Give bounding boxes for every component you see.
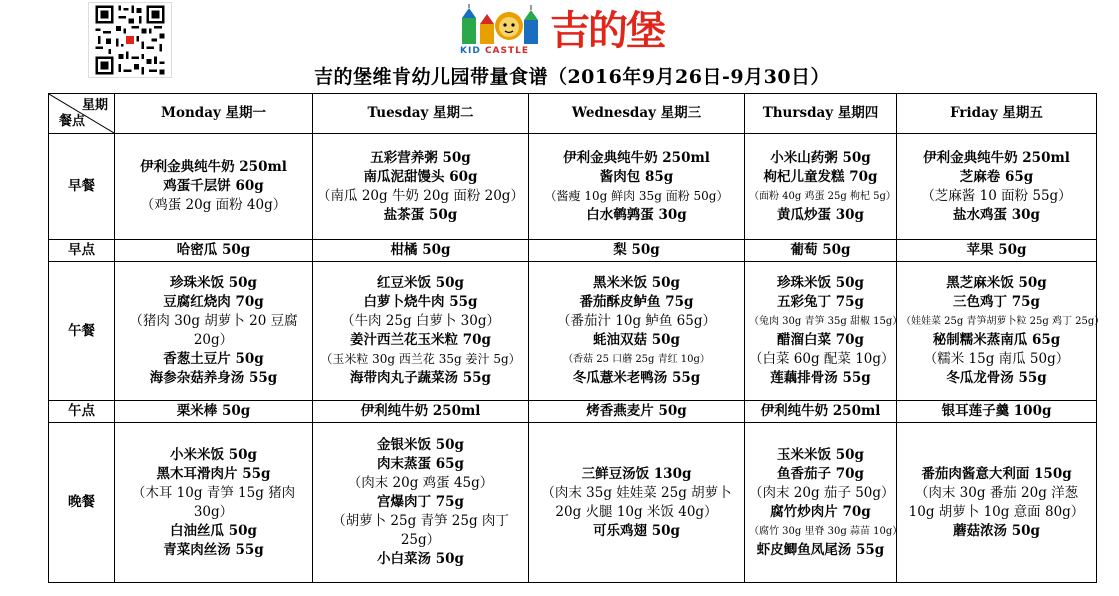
dish-item: 南瓜泥甜馒头 60g [363, 168, 478, 185]
dish-item: 冬瓜薏米老鸭汤 55g [572, 370, 701, 386]
day-header: Thursday 星期四 [745, 94, 897, 134]
dish-item: 芝麻卷 65g [959, 168, 1034, 185]
dish-item: 白水鹌鹑蛋 30g [586, 206, 687, 223]
ingredient-note: （面粉 40g 鸡蛋 25g 枸杞 5g） [749, 190, 896, 202]
dish-item: 伊利金典纯牛奶 250ml [563, 149, 710, 166]
menu-cell [529, 401, 745, 423]
day-header: Monday 星期一 [115, 94, 313, 134]
meal-label: 早餐 [49, 134, 115, 240]
dish-item: 小白菜汤 50g [377, 551, 464, 567]
menu-cell [313, 423, 529, 583]
dish-item: 伊利纯牛奶 250ml [760, 403, 881, 419]
dish-item: 宫爆肉丁 75g [377, 494, 464, 510]
dish-item: 哈密瓜 50g [176, 242, 251, 258]
meal-label: 午餐 [49, 262, 115, 401]
dish-item: 珍珠米饭 50g [170, 275, 257, 291]
dish-item: 小米米饭 50g [170, 446, 257, 463]
dish-item: 黑芝麻米饭 50g [946, 275, 1047, 291]
dish-item: 姜汁西兰花玉米粒 70g [350, 332, 491, 348]
meal-row [49, 240, 1097, 262]
ingredient-note: （娃娃菜 25g 青笋胡萝卜粒 25g 鸡丁 25g） [901, 316, 1105, 327]
dish-item: 伊利金典纯牛奶 250ml [923, 149, 1070, 166]
menu-cell [313, 134, 529, 240]
ingredient-note: （番茄汁 10g 鲈鱼 65g） [556, 313, 716, 329]
menu-cell [745, 423, 903, 583]
menu-cell [897, 134, 1097, 240]
menu-cell [115, 262, 313, 401]
dish-item: 秘制糯米蒸南瓜 65g [932, 332, 1061, 348]
dish-item: 珍珠米饭 50g [777, 275, 864, 291]
dish-item: 番茄肉酱意大利面 150g [921, 465, 1072, 482]
dish-item: 盐水鸡蛋 30g [953, 206, 1040, 223]
dish-item: 葡萄 50g [790, 242, 851, 258]
dish-item: 海带肉丸子蔬菜汤 55g [350, 370, 491, 386]
ingredient-note: （酱瘦 10g 鲜肉 35g 面粉 50g） [544, 188, 729, 203]
dish-item: 蘑菇浓汤 50g [953, 522, 1040, 539]
menu-cell [897, 401, 1097, 423]
ingredient-note: （肉末 35g 娃娃菜 25g 胡萝卜 20g 火腿 10g 米饭 40g） [541, 484, 732, 520]
dish-item: 黄瓜炒蛋 30g [777, 206, 864, 223]
menu-cell [529, 134, 745, 240]
menu-cell [745, 401, 897, 423]
dish-item: 虾皮鲫鱼凤尾汤 55g [756, 541, 885, 558]
ingredient-note: （牛肉 25g 白萝卜 30g） [340, 313, 500, 329]
ingredient-note: （木耳 10g 青笋 15g 猪肉 30g） [131, 484, 296, 520]
corner-cell [49, 94, 115, 134]
meal-label: 午点 [49, 401, 115, 423]
logo-english-text: KID CASTLE [460, 46, 530, 56]
menu-cell [115, 134, 313, 240]
dish-item: 栗米棒 50g [176, 403, 251, 419]
ingredient-note: （猪肉 30g 胡萝卜 20 豆腐 20g） [129, 313, 298, 348]
dish-item: 伊利纯牛奶 250ml [360, 403, 481, 419]
dish-item: 三鲜豆汤饭 130g [581, 465, 692, 482]
dish-item: 盐茶蛋 50g [383, 206, 458, 223]
ingredient-note: （肉末 30g 番茄 20g 洋葱 10g 胡萝卜 10g 意面 80g） [908, 484, 1085, 520]
ingredient-note: （兔肉 30g 青笋 35g 甜椒 15g） [749, 316, 903, 327]
day-header: Tuesday 星期二 [313, 94, 529, 134]
dish-item: 金银米饭 50g [377, 437, 464, 453]
menu-cell [313, 240, 529, 262]
dish-item: 腐竹炒肉片 70g [770, 503, 871, 520]
ingredient-note: （鸡蛋 20g 面粉 40g） [140, 197, 287, 213]
kid-castle-logo [458, 4, 668, 60]
dish-item: 冬瓜龙骨汤 55g [946, 370, 1047, 386]
dish-item: 红豆米饭 50g [377, 275, 464, 291]
ingredient-note: （腐竹 30g 里脊 30g 蒜苗 10g） [749, 525, 903, 537]
menu-cell [529, 262, 745, 401]
dish-item: 梨 50g [613, 242, 660, 258]
dish-item: 玉米米饭 50g [777, 446, 864, 463]
page-title: 吉的堡维肯幼儿园带量食谱（2016年9月26日-9月30日） [313, 66, 831, 88]
day-header: Friday 星期五 [897, 94, 1097, 134]
dish-item: 鱼香茄子 70g [777, 465, 864, 482]
dish-item: 鸡蛋千层饼 60g [163, 178, 264, 194]
day-header: Wednesday 星期三 [529, 94, 745, 134]
corner-meal-label: 餐点 [59, 114, 86, 129]
dish-item: 伊利金典纯牛奶 250ml [140, 159, 287, 175]
dish-item: 酱肉包 85g [599, 168, 674, 185]
dish-item: 小米山药粥 50g [770, 149, 871, 166]
ingredient-note: （肉末 20g 茄子 50g） [749, 484, 895, 501]
meal-row [49, 134, 1097, 240]
dish-item: 柑橘 50g [390, 242, 451, 258]
dish-item: 海参杂菇养身汤 55g [149, 370, 278, 386]
dish-item: 番茄酥皮鲈鱼 75g [579, 294, 694, 310]
menu-cell [529, 423, 745, 583]
menu-cell [897, 262, 1105, 401]
dish-item: 香葱土豆片 50g [163, 351, 264, 367]
dish-item: 蚝油双菇 50g [593, 332, 680, 348]
ingredient-note: （胡萝卜 25g 青笋 25g 肉丁 25g） [332, 513, 509, 548]
dish-item: 黑木耳滑肉片 55g [156, 465, 271, 482]
dish-item: 银耳莲子羹 100g [941, 403, 1052, 419]
meal-label: 晚餐 [49, 423, 115, 583]
menu-cell [745, 134, 897, 240]
dish-item: 苹果 50g [966, 242, 1027, 258]
menu-cell [529, 240, 745, 262]
weekly-menu-table [48, 93, 1105, 583]
menu-cell [115, 423, 313, 583]
meal-label: 早点 [49, 240, 115, 262]
dish-item: 莲藕排骨汤 55g [770, 370, 871, 386]
ingredient-note: （芝麻酱 10 面粉 55g） [921, 187, 1072, 204]
dish-item: 肉末蒸蛋 65g [377, 456, 464, 472]
menu-cell [115, 401, 313, 423]
menu-cell [745, 262, 903, 401]
ingredient-note: （肉末 20g 鸡蛋 45g） [347, 475, 494, 491]
dish-item: 可乐鸡翅 50g [593, 522, 680, 539]
menu-cell [313, 401, 529, 423]
dish-item: 三色鸡丁 75g [953, 294, 1040, 310]
dish-item: 醋溜白菜 70g [777, 332, 864, 348]
dish-item: 黑米米饭 50g [593, 275, 680, 291]
logo-chinese-text: 吉的堡 [550, 8, 664, 54]
ingredient-note: （白菜 60g 配菜 10g） [749, 351, 895, 367]
dish-item: 白油丝瓜 50g [170, 522, 257, 539]
dish-item: 青菜肉丝汤 55g [163, 541, 264, 558]
dish-item: 白萝卜烧牛肉 55g [363, 294, 478, 310]
meal-row [49, 401, 1097, 423]
menu-cell [897, 240, 1097, 262]
ingredient-note: （香菇 25 口蘑 25g 青红 10g） [563, 354, 710, 365]
dish-item: 五彩营养粥 50g [370, 149, 471, 166]
meal-row [49, 423, 1097, 583]
menu-cell [313, 262, 529, 401]
corner-week-label: 星期 [81, 98, 108, 113]
ingredient-note: （糯米 15g 南瓜 50g） [923, 351, 1070, 367]
menu-cell [745, 240, 897, 262]
header-row [49, 94, 1097, 134]
ingredient-note: （玉米粒 30g 西兰花 35g 姜汁 5g） [320, 352, 521, 366]
dish-item: 烤香燕麦片 50g [586, 403, 687, 419]
dish-item: 枸杞儿童发糕 70g [763, 168, 878, 185]
meal-row [49, 262, 1097, 401]
dish-item: 五彩兔丁 75g [777, 294, 864, 310]
ingredient-note: （南瓜 20g 牛奶 20g 面粉 20g） [317, 187, 524, 204]
menu-cell [115, 240, 313, 262]
dish-item: 豆腐红烧肉 70g [163, 294, 264, 310]
menu-cell [897, 423, 1097, 583]
